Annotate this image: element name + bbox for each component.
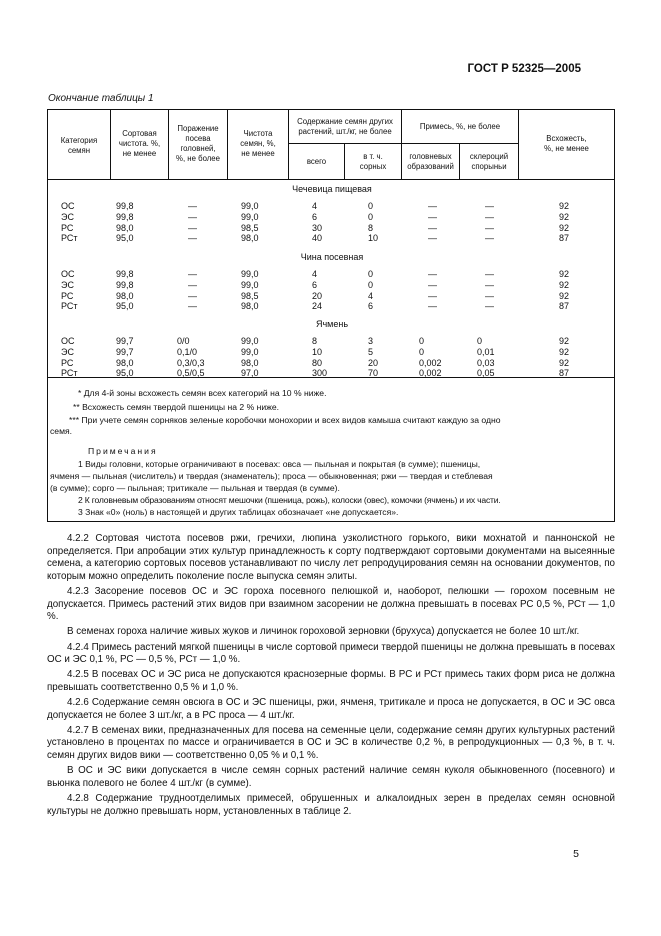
col-germination: 92 92 92 87 xyxy=(559,336,570,379)
col-germination: 92 92 92 87 xyxy=(559,201,570,244)
paragraph-4-2-3: 4.2.3 Засорение посевов ОС и ЭС гороха посевного пелюшкой и, наоборот, пелюшки — горохом посевным не допускается. Примесь растений этих видов при взаимном засорении не должна превышать в посевах РС 0,5 %, РСт — 1,0 %. xyxy=(47,585,615,623)
header-other-seeds: Содержание семян других растений, шт./кг, не более xyxy=(297,117,393,136)
paragraph-4-2-4: 4.2.4 Примесь растений мягкой пшеницы в числе сортовой примеси твердой пшеницы не должна превышать в посевах ОС и ЭС 0,1 %, РС — 0,5 %, РСт — 1,0 %. xyxy=(47,641,615,666)
footnote: * Для 4-й зоны всхожесть семян всех категорий на 10 % ниже. xyxy=(78,388,327,398)
col-category: ОС ЭС РС РСт xyxy=(61,201,78,244)
col-smut-formations: — — — — xyxy=(428,201,437,244)
header-total: всего xyxy=(306,157,327,166)
section-title-vetchling: Чина посевная xyxy=(300,252,364,262)
paragraph: В ОС и ЭС вики допускается в числе семян сорных растений наличие семян куколя обыкновенного (посевного) и вьюнка полевого не более 4 шт./кг (в сумме). xyxy=(47,765,615,789)
col-ergot: 0 0,01 0,03 0,05 xyxy=(477,336,495,379)
col-clean: 99,0 99,0 98,5 98,0 xyxy=(241,269,259,312)
document-header: ГОСТ Р 52325—2005 xyxy=(467,63,581,75)
col-clean: 99,0 99,0 98,5 98,0 xyxy=(241,201,259,244)
col-smut: — — — — xyxy=(188,201,197,244)
note-line: 1 Виды головни, которые ограничивают в посевах: овса — пыльная и покрытая (в сумме); пшеницы, xyxy=(78,459,481,469)
col-purity: 99,8 99,8 98,0 95,0 xyxy=(116,269,134,312)
header-admixture: Примесь, %, не более xyxy=(419,122,501,131)
header-germination: Всхожесть, %, не менее xyxy=(544,134,589,153)
header-weed: в т. ч. сорных xyxy=(359,152,387,171)
header-ergot: склероций спорыньи xyxy=(469,152,509,171)
page-number: 5 xyxy=(573,848,579,860)
paragraph-4-2-2: 4.2.2 Сортовая чистота посевов ржи, гречихи, люпина узколистного горького, вики мохнатой и паннонской не определяется. При апробации этих культур принадлежность к сорту подтверждают сортовыми документами на высеянные семена, а категорию сортовых посевов устанавливают по числу лет репродуцирования семян на основании документов, по которым можно определить поколение после выпуска семян элиты. xyxy=(47,533,615,582)
paragraph-4-2-7: 4.2.7 В семенах вики, предназначенных для посева на семенные цели, содержание семян других культурных растений установлено в процентах по массе и ограничивается в ОС и ЭС в количестве 0,2 %, в репродукционных — 0,3 %, в т. ч. семян других видов вики — соответственно 0,05 % и 0,1 %. xyxy=(47,724,615,762)
header-category: Категория семян xyxy=(60,136,98,155)
col-total: 8 10 80 300 xyxy=(312,336,328,379)
section-title-barley: Ячмень xyxy=(315,319,349,329)
note-line: 2 К головневым образованиям относят мешочки (пшеница, рожь), колоски (овес), комочки (ячмень) и их части. xyxy=(78,495,501,505)
seed-quality-table xyxy=(47,109,615,522)
col-weed: 0 0 8 10 xyxy=(368,201,379,244)
col-purity: 99,7 99,7 98,0 95,0 xyxy=(116,336,134,379)
paragraph: В семенах гороха наличие живых жуков и личинок гороховой зерновки (брухуса) допускается не более 10 шт./кг. xyxy=(67,626,580,638)
col-category: ОС ЭС РС РСт xyxy=(61,336,78,379)
table-rule xyxy=(48,179,614,180)
col-purity: 99,8 99,8 98,0 95,0 xyxy=(116,201,134,244)
col-ergot: — — — — xyxy=(485,201,494,244)
table-caption: Окончание таблицы 1 xyxy=(48,93,154,104)
paragraph-4-2-8: 4.2.8 Содержание трудноотделимых примесей, обрушенных и алкалоидных зерен в пределах семян основной культуры не должно превышать норм, установленных в таблице 2. xyxy=(47,793,615,817)
header-smut: Поражение посева головней, %, не более xyxy=(176,124,220,163)
note-line: ячменя — пыльная (числитель) и твердая (знаменатель); проса — обыкновенная; ржи — твердая и стеблевая xyxy=(50,471,493,481)
col-germination: 92 92 92 87 xyxy=(559,269,570,312)
col-total: 4 6 20 24 xyxy=(312,269,323,312)
col-ergot: — — — — xyxy=(485,269,494,312)
footnote: ** Всхожесть семян твердой пшеницы на 2 % ниже. xyxy=(73,402,280,412)
col-category: ОС ЭС РС РСт xyxy=(61,269,78,312)
body-text xyxy=(47,533,615,821)
col-smut-formations: 0 0 0,002 0,002 xyxy=(419,336,442,379)
note-line: (в сумме); сорго — пыльная; тритикале — пыльная и твердая (в сумме). xyxy=(50,483,340,493)
header-clean: Чистота семян, %, не менее xyxy=(240,129,276,158)
footnote: семя. xyxy=(50,426,73,436)
header-smut-formations: головневых образований xyxy=(407,152,454,171)
note-line: 3 Знак «0» (ноль) в настоящей и других таблицах обозначает «не допускается». xyxy=(78,507,399,517)
col-smut: — — — — xyxy=(188,269,197,312)
col-smut: 0/0 0,1/0 0,3/0,3 0,5/0,5 xyxy=(177,336,205,379)
col-smut-formations: — — — — xyxy=(428,269,437,312)
section-title-lentil: Чечевица пищевая xyxy=(292,184,372,194)
col-weed: 0 0 4 6 xyxy=(368,269,374,312)
table-rule xyxy=(288,143,518,144)
footnote: *** При учете семян сорняков зеленые коробочки монохории и всех видов камыша считают каждую за одно xyxy=(69,415,501,425)
col-weed: 3 5 20 70 xyxy=(368,336,379,379)
header-purity: Сортовая чистота. %, не менее xyxy=(118,129,161,158)
col-clean: 99,0 99,0 98,0 97,0 xyxy=(241,336,259,379)
col-total: 4 6 30 40 xyxy=(312,201,323,244)
paragraph-4-2-5: 4.2.5 В посевах ОС и ЭС риса не допускаются краснозерные формы. В РС и РСт примесь таких форм риса не должна превышать соответственно 0,5 % и 1,0 %. xyxy=(47,669,615,693)
paragraph-4-2-6: 4.2.6 Содержание семян овсюга в ОС и ЭС пшеницы, ржи, ячменя, тритикале и проса не допускается, в ОС и ЭС овса допускается не более 3 шт./кг, а в РС проса — 4 шт./кг. xyxy=(47,697,615,721)
notes-title: Примечания xyxy=(88,446,158,456)
